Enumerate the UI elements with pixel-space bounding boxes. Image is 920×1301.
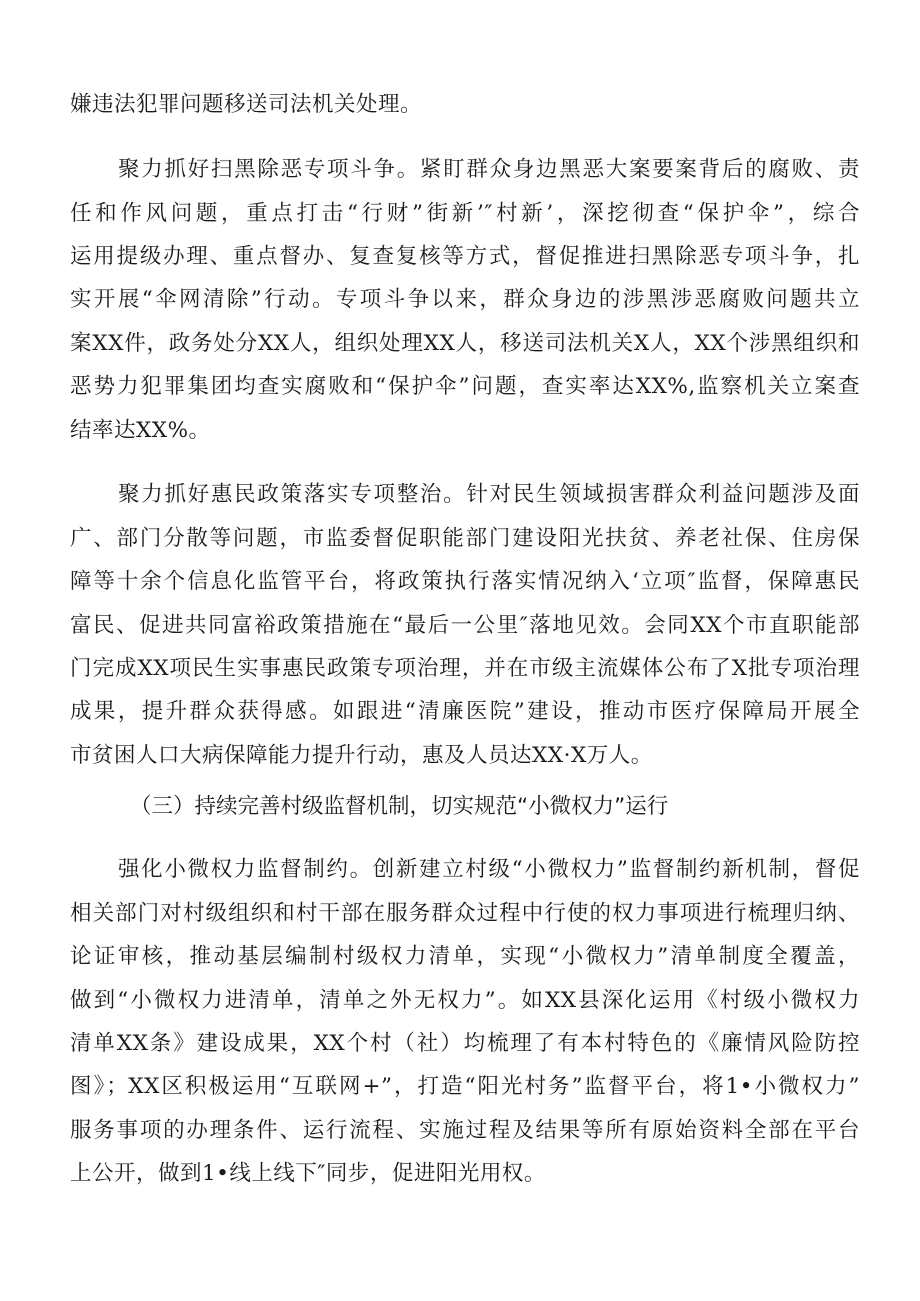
paragraph-2-line-7: 结率达XX%。	[70, 418, 211, 443]
paragraph-2-line-4: 实开展“伞网清除”行动。专项斗争以来，群众身边的涉黑涉恶腐败问题共立	[70, 287, 860, 312]
paragraph-4-line-6: 图》；XX区积极运用“互联网+”，打造“阳光村务”监督平台，将1•小微权力”	[70, 1074, 860, 1099]
paragraph-4-line-8: 上公开，做到1•线上线下″同步，促进阳光用权。	[70, 1161, 546, 1186]
paragraph-2-line-1: 聚力抓好扫黑除恶专项斗争。紧盯群众身边黑恶大案要案背后的腐败、责	[118, 157, 860, 182]
section-heading-3: （三）持续完善村级监督机制，切实规范“小微权力”运行	[130, 794, 669, 819]
paragraph-3-line-6: 成果，提升群众获得感。如跟进“清廉医院”建设，推动市医疗保障局开展全	[70, 699, 860, 724]
paragraph-2-line-6: 恶势力犯罪集团均查实腐败和“保护伞”问题，查实率达XX%,监察机关立案查	[70, 374, 860, 399]
paragraph-3-line-1: 聚力抓好惠民政策落实专项整治。针对民生领域损害群众利益问题涉及面	[118, 482, 860, 507]
paragraph-2-line-3: 运用提级办理、重点督办、复查复核等方式，督促推进扫黑除恶专项斗争，扎	[70, 244, 860, 269]
paragraph-3-line-2: 广、部门分散等问题，市监委督促职能部门建设阳光扶贫、养老社保、住房保	[70, 526, 860, 551]
paragraph-4-line-2: 相关部门对村级组织和村干部在服务群众过程中行使的权力事项进行梳理归纳、	[70, 901, 860, 926]
paragraph-3-line-7: 市贫困人口大病保障能力提升行动，惠及人员达XX·X万人。	[70, 743, 653, 768]
paragraph-1-line-1: 嫌违法犯罪问题移送司法机关处理。	[70, 92, 423, 117]
paragraph-4-line-5: 清单XX条》建设成果，XX个村（社）均梳理了有本村特色的《廉情风险防控	[70, 1031, 860, 1056]
paragraph-4-line-7: 服务事项的办理条件、运行流程、实施过程及结果等所有原始资料全部在平台	[70, 1118, 860, 1143]
paragraph-2-line-5: 案XX件，政务处分XX人，组织处理XX人，移送司法机关X人，XX个涉黑组织和	[70, 331, 860, 356]
paragraph-4-line-4: 做到“小微权力进清单，清单之外无权力”。如XX县深化运用《村级小微权力	[70, 988, 860, 1013]
paragraph-3-line-3: 障等十余个信息化监管平台，将政策执行落实情况纳入‘立项″监督，保障惠民	[70, 569, 860, 594]
paragraph-4-line-1: 强化小微权力监督制约。创新建立村级“小微权力”监督制约新机制，督促	[118, 857, 860, 882]
paragraph-2-line-2: 任和作风问题，重点打击“行财”街新’″村新’，深挖彻查“保护伞”，综合	[70, 201, 860, 226]
paragraph-3-line-4: 富民、促进共同富裕政策措施在“最后一公里″落地见效。会同XX个市直职能部	[70, 613, 860, 638]
paragraph-3-line-5: 门完成XX项民生实事惠民政策专项治理，并在市级主流媒体公布了X批专项治理	[70, 656, 860, 681]
paragraph-4-line-3: 论证审核，推动基层编制村级权力清单，实现“小微权力”清单制度全覆盖，	[70, 944, 860, 969]
